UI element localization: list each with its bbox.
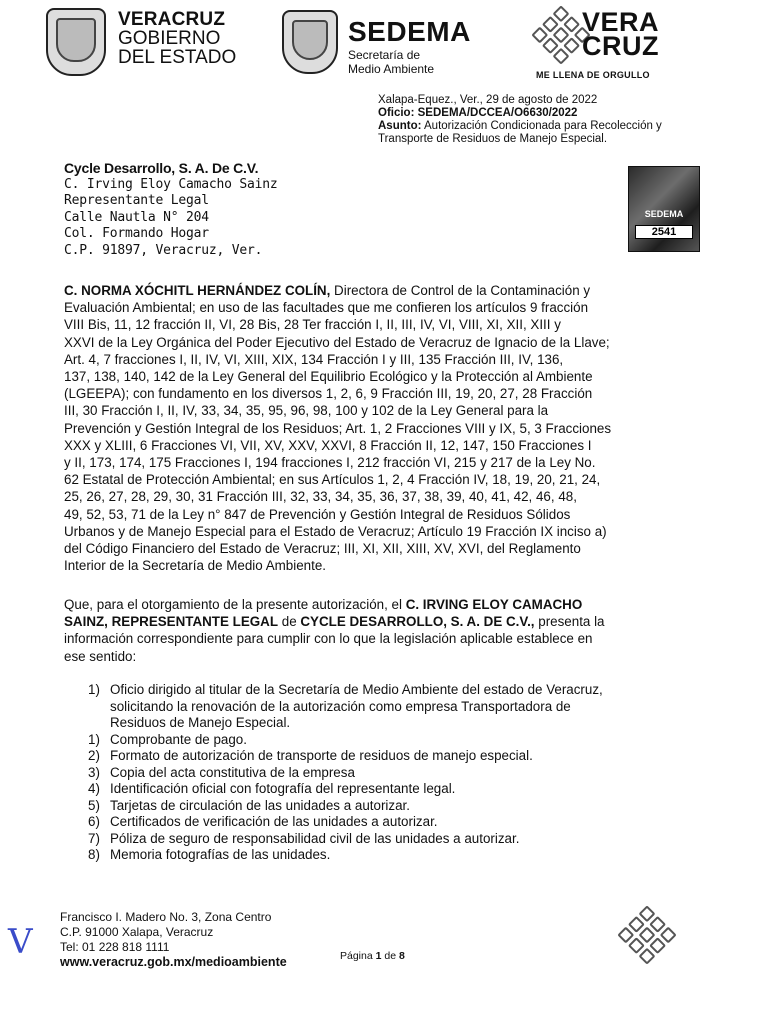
list-item-text: Póliza de seguro de responsabilidad civil de las unidades a autorizar. [110,830,520,846]
hologram-seal [628,166,700,252]
list-item [88,847,700,864]
gobierno-veracruz-logo-text [118,10,236,67]
vera-line1: VERA [582,7,660,37]
p1-line-3: XXVI de la Ley Orgánica del Poder Ejecutivo del Estado de Veracruz de Ignacio de la Llave; [64,334,610,350]
vera-line2: CRUZ [582,31,659,61]
p2-c: SAINZ, REPRESENTANTE LEGAL [64,614,279,630]
asunto-value-2: Transporte de Residuos de Manejo Especial. [378,133,608,145]
list-item [88,781,700,798]
p1-line-16: Interior de la Secretaría de Medio Ambiente. [64,558,327,574]
p1-line-2: VIII Bis, 11, 12 fracción II, VI, 28 Bis, 28 Ter fracción I, II, III, IV, VI, VIII, XI, XII, XIII y [64,317,561,333]
addressee-person: C. Irving Eloy Camacho Sainz [64,176,278,192]
p1-line-11: 62 Estatal de Protección Ambiental; en sus Artículos 1, 2, 4 Fracción IV, 18, 19, 20, 21, 24, [64,472,601,488]
list-item-text: Oficio dirigido al titular de la Secretaría de Medio Ambiente del estado de Veracruz, [110,682,603,697]
sedema-shield-icon [282,10,338,74]
footer-line3: Tel: 01 228 818 1111 [60,940,170,954]
page-of: de [384,950,397,962]
list-item [88,732,700,749]
p1-line-13: 49, 52, 53, 71 de la Ley n° 847 de Prevención y Gestión Integral de Residuos Sólidos [64,506,571,522]
footer-knot-icon [617,905,676,964]
footer-url[interactable]: www.veracruz.gob.mx/medioambiente [60,955,287,969]
list-item [88,798,700,815]
list-item [88,831,700,848]
brand-lema: ME LLENA DE ORGULLO [536,70,650,80]
list-item-number: 1) [88,682,100,697]
hologram-number: 2541 [635,225,693,239]
page-indicator [340,950,405,962]
requirements-list [88,682,700,864]
list-item-number: 2) [88,748,100,763]
list-item-text: Formato de autorización de transporte de residuos de manejo especial. [110,748,533,763]
list-item-number: 6) [88,814,100,829]
list-item-text: Memoria fotografías de las unidades. [110,847,331,862]
p1-line-8: Prevención y Gestión Integral de los Residuos; Art. 1, 2 Fracciones VIII y IX, 5, 3 Fracciones [64,420,612,436]
list-item-number: 4) [88,781,100,796]
list-item-text: Copia del acta constitutiva de la empresa [110,764,355,780]
p2-f: presenta la [538,614,605,630]
p1-line-7: III, 30 Fracción I, II, IV, 33, 34, 35, 95, 96, 98, 100 y 102 de la Ley General para la [64,403,549,419]
page-total: 8 [399,950,405,962]
p1-line-0: Directora de Control de la Contaminación y [330,283,591,298]
signatory-name: C. NORMA XÓCHITL HERNÁNDEZ COLÍN, [64,283,331,298]
oficio-value: SEDEMA/DCCEA/O6630/2022 [417,107,578,119]
gov-line1: VERACRUZ [118,9,226,30]
p2-line3: información correspondiente para cumplir con lo que la legislación aplicable establece en [64,631,593,647]
footer-line1: Francisco I. Madero No. 3, Zona Centro [60,910,272,924]
list-item-text-3: Residuos de Manejo Especial. [110,715,291,730]
list-item-number: 5) [88,797,100,813]
sedema-title: SEDEMA [348,16,471,47]
p1-line-15: del Código Financiero del Estado de Veracruz; III, XI, XII, XIII, XV, XVI, del Reglamento [64,541,581,557]
list-item-text: Tarjetas de circulación de las unidades a autorizar. [110,797,410,813]
sedema-sub2: Medio Ambiente [348,62,435,76]
p2-e: CYCLE DESARROLLO, S. A. DE C.V., [300,614,535,630]
p1-line-14: Urbanos y de Manejo Especial para el Estado de Veracruz; Artículo 19 Fracción IX inciso a) [64,523,607,539]
p1-line-4: Art. 4, 7 fracciones I, II, IV, VI, XIII, XIX, 134 Fracción I y III, 135 Fracción III, IV, 136, [64,351,564,367]
addressee-cp: C.P. 91897, Veracruz, Ver. [64,242,263,258]
handwritten-mark-icon: V [8,922,33,962]
list-item-number: 1) [88,731,100,747]
list-item [88,748,700,765]
page-number: 1 [375,950,382,962]
p1-line-1: Evaluación Ambiental; en uso de las facultades que me confieren los artículos 9 fracción [64,300,589,316]
p1-line-9: XXX y XLIII, 6 Fracciones VI, VII, XV, XXV, XXVI, 8 Fracción II, 12, 147, 150 Fracciones I [64,437,592,453]
asunto-value: Autorización Condicionada para Recolección y [424,120,662,132]
list-item-number: 3) [88,764,100,780]
paragraph-requirements-intro [64,596,700,665]
paragraph-legal-basis [64,282,700,574]
p2-a: Que, para el otorgamiento de la presente autorización, el [64,597,402,612]
addressee-block [64,160,278,259]
document-meta [378,94,708,146]
veracruz-brand-text [582,7,660,61]
list-item-number: 8) [88,847,100,862]
sedema-logo-text [348,16,471,76]
addressee-company: Cycle Desarrollo, S. A. De C.V. [64,160,259,176]
footer-address [60,910,287,970]
list-item [88,814,700,831]
list-item-text: Identificación oficial con fotografía del representante legal. [110,781,456,796]
oficio-label: Oficio: [378,107,415,119]
gov-line3: DEL ESTADO [118,47,237,68]
page-label: Página [340,950,373,962]
p1-line-5: 137, 138, 140, 142 de la Ley General del Equilibrio Ecológico y la Protección al Ambiente [64,369,593,385]
place-date: Xalapa-Equez., Ver., 29 de agosto de 2022 [378,94,598,106]
p2-d: de [281,614,297,630]
list-item [88,765,700,782]
footer-line2: C.P. 91000 Xalapa, Veracruz [60,925,214,939]
addressee-colonia: Col. Formando Hogar [64,226,209,241]
addressee-role: Representante Legal [64,193,209,208]
list-item-text: Comprobante de pago. [110,731,247,747]
p1-line-12: 25, 26, 27, 28, 29, 30, 31 Fracción III, 32, 33, 34, 35, 36, 37, 38, 39, 40, 41, 42, 46, 48, [64,489,577,505]
gov-line2: GOBIERNO [118,28,221,49]
list-item-number: 7) [88,830,100,846]
p2-line4: ese sentido: [64,648,137,664]
hologram-label: SEDEMA [644,209,684,219]
veracruz-coat-of-arms-icon [46,8,106,76]
asunto-label: Asunto: [378,120,422,132]
list-item-text: Certificados de verificación de las unidades a autorizar. [110,814,438,829]
sedema-sub1: Secretaría de [348,48,421,62]
p1-line-10: y II, 173, 174, 175 Fracciones I, 194 fracciones I, 212 fracción VI, 215 y 217 de la Ley No. [64,455,596,471]
list-item-text-2: solicitando la renovación de la autorización como empresa Transportadora de [110,698,571,714]
p2-b: C. IRVING ELOY CAMACHO [405,597,583,612]
p1-line-6: (LGEEPA); con fundamento en los diversos 1, 2, 6, 9 Fracción III, 19, 20, 27, 28 Fracción [64,386,593,402]
list-item [88,682,700,732]
addressee-street: Calle Nautla N° 204 [64,209,209,225]
